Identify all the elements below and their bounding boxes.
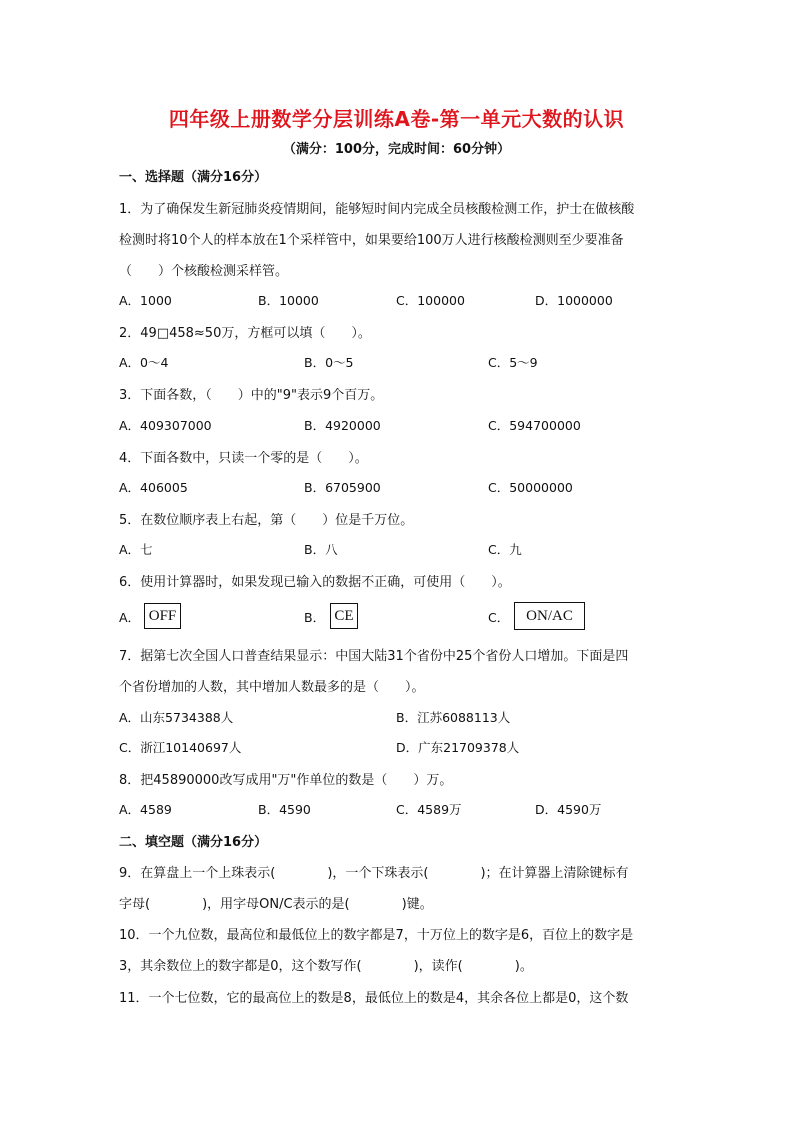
question-4-option-a: A．406005 — [119, 480, 188, 495]
question-5-option-a: A．七 — [119, 542, 153, 557]
question-1-line-3: （ ）个核酸检测采样管。 — [119, 264, 289, 279]
question-2-option-c: C．5～9 — [488, 355, 538, 370]
question-10-line-2: 3，其余数位上的数字都是0，这个数写作( )，读作( )。 — [119, 959, 533, 974]
page-subtitle: （满分：100分，完成时间：60分钟） — [282, 142, 511, 157]
question-4-option-c: C．50000000 — [488, 480, 573, 495]
page-title: 四年级上册数学分层训练A卷-第一单元大数的认识 — [168, 107, 625, 131]
question-8-option-b: B．4590 — [258, 802, 311, 817]
question-8-option-a: A．4589 — [119, 802, 172, 817]
question-8-line-1: 8．把45890000改写成用"万"作单位的数是（ ）万。 — [119, 773, 453, 788]
question-7-option-b: B．江苏6088113人 — [396, 710, 511, 725]
question-7-line-1: 7．据第七次全国人口普查结果显示：中国大陆31个省份中25个省份人口增加。下面是四 — [119, 649, 629, 664]
question-1-option-b: B．10000 — [258, 293, 319, 308]
question-1-option-a: A．1000 — [119, 293, 172, 308]
on-ac-key-box: ON/AC — [514, 602, 585, 630]
question-1-option-d: D．1000000 — [535, 293, 613, 308]
question-7-option-c: C．浙江10140697人 — [119, 740, 242, 755]
question-3-option-b: B．4920000 — [304, 418, 381, 433]
question-3-line-1: 3．下面各数，（ ）中的"9"表示9个百万。 — [119, 388, 384, 403]
question-8-option-d: D．4590万 — [535, 802, 602, 817]
question-6-line-1: 6．使用计算器时，如果发现已输入的数据不正确，可使用（ ）。 — [119, 575, 511, 590]
question-6-option-b-label: B． — [304, 610, 326, 625]
question-7-line-2: 个省份增加的人数，其中增加人数最多的是（ ）。 — [119, 680, 425, 695]
question-4-line-1: 4．下面各数中，只读一个零的是（ ）。 — [119, 451, 368, 466]
question-5-option-b: B．八 — [304, 542, 338, 557]
question-5-line-1: 5．在数位顺序表上右起，第（ ）位是千万位。 — [119, 513, 414, 528]
question-7-option-d: D．广东21709378人 — [396, 740, 520, 755]
question-1-line-1: 1．为了确保发生新冠肺炎疫情期间，能够短时间内完成全员核酸检测工作，护士在做核酸 — [119, 202, 635, 217]
question-9-line-1: 9．在算盘上一个上珠表示( )，一个下珠表示( )；在计算器上清除键标有 — [119, 866, 629, 881]
question-5-option-c: C．九 — [488, 542, 522, 557]
ce-key-box: CE — [330, 603, 358, 629]
question-1-option-c: C．100000 — [396, 293, 465, 308]
question-8-option-c: C．4589万 — [396, 802, 462, 817]
question-4-option-b: B．6705900 — [304, 480, 381, 495]
question-3-option-a: A．409307000 — [119, 418, 212, 433]
section-heading-choice: 一、选择题（满分16分） — [119, 170, 268, 185]
question-6-option-c-label: C． — [488, 610, 510, 625]
question-10-line-1: 10．一个九位数，最高位和最低位上的数字都是7，十万位上的数字是6，百位上的数字是 — [119, 928, 634, 943]
question-11-line-1: 11．一个七位数，它的最高位上的数是8，最低位上的数是4，其余各位上都是0，这个数 — [119, 991, 629, 1006]
question-2-option-a: A．0～4 — [119, 355, 169, 370]
off-key-box: OFF — [144, 603, 181, 629]
question-3-option-c: C．594700000 — [488, 418, 581, 433]
question-9-line-2: 字母( )，用字母ON/C表示的是( )键。 — [119, 897, 433, 912]
question-6-option-a-label: A． — [119, 610, 141, 625]
question-2-option-b: B．0～5 — [304, 355, 354, 370]
question-2-line-1: 2．49□458≈50万，方框可以填（ ）。 — [119, 326, 371, 341]
section-heading-fill: 二、填空题（满分16分） — [119, 835, 268, 850]
question-7-option-a: A．山东5734388人 — [119, 710, 234, 725]
question-1-line-2: 检测时将10个人的样本放在1个采样管中，如果要给100万人进行核酸检测则至少要准备 — [119, 233, 624, 248]
